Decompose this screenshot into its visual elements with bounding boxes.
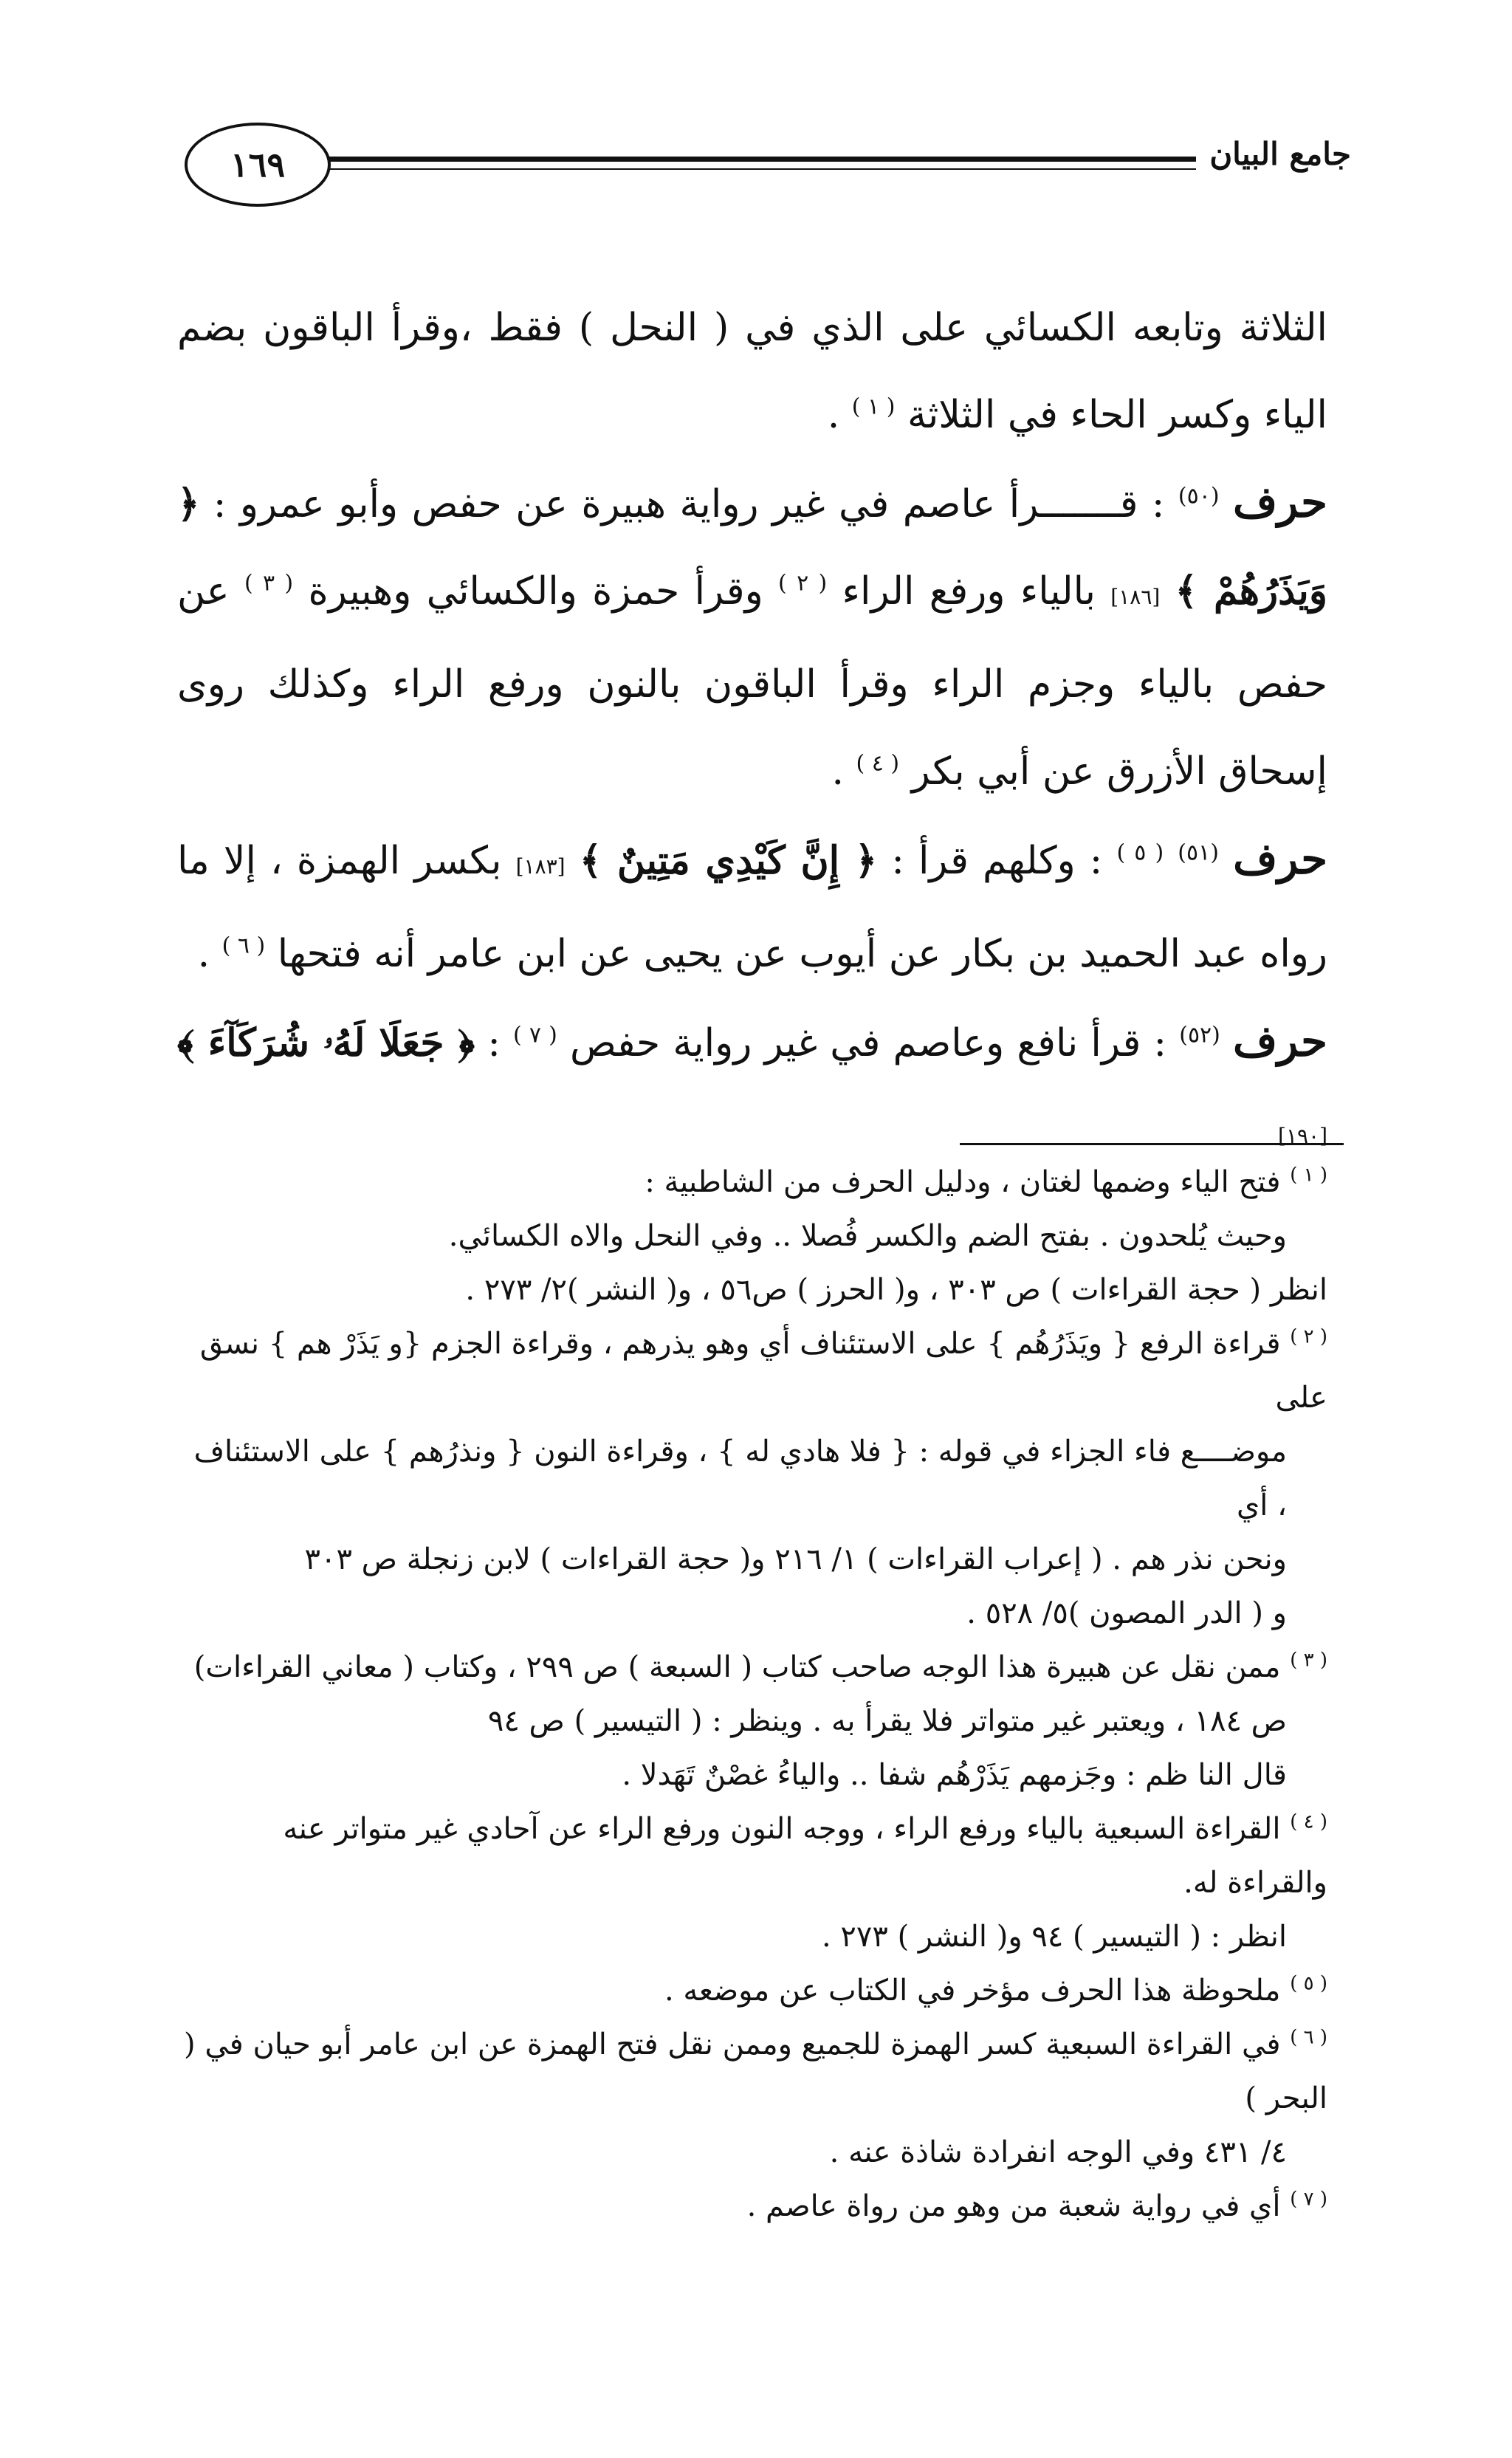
footnote-2 [177, 1317, 1327, 1425]
harf-number: (٥٢) [1179, 1022, 1220, 1048]
footnote-number: ( ٥ ) [1290, 1972, 1327, 1995]
harf-label: حرف [1233, 477, 1328, 527]
footnote-4 [177, 1802, 1327, 1910]
header-rule-thick [317, 157, 1240, 162]
footnote-2-line-2: موضــــع فاء الجزاء في قوله : { فلا هادي له } ، وقراءة النون { ونذرُهم } على الاستئناف ، أي [193, 1435, 1287, 1522]
harf-text: بالياء ورفع الراء [842, 569, 1096, 614]
page-header [140, 118, 1351, 207]
footnote-3 [177, 1641, 1327, 1695]
footnote-4-line-2: انظر : ( التيسير ) ٩٤ و( النشر ) ٢٧٣ . [821, 1920, 1287, 1954]
page-number: ١٦٩ [185, 123, 331, 207]
punctuation: . [197, 932, 210, 976]
footnote-text: قراءة الرفع { ويَذَرُهُم } على الاستئناف أي وهو يذرهم ، وقراءة الجزم {و يَذَرْ هم } نسق على [199, 1327, 1327, 1415]
harf-50 [177, 459, 1327, 815]
footnote-text: ممن نقل عن هبيرة هذا الوجه صاحب كتاب ( السبعة ) ص ٢٩٩ ، وكتاب ( معاني القراءات) [193, 1650, 1281, 1684]
paragraph-text: الثلاثة وتابعه الكسائي على الذي في ( النحل ) فقط ،وقرأ الباقون بضم الياء وكسر الحاء في الثلاثة [177, 306, 1327, 437]
harf-number: (٥٠) [1178, 483, 1220, 509]
footnote-number: ( ٧ ) [1290, 2188, 1327, 2211]
footnote-text: أي في رواية شعبة من وهو من رواة عاصم . [746, 2189, 1281, 2223]
footnote-number: ( ٦ ) [1290, 2026, 1327, 2049]
harf-text: وقرأ حمزة والكسائي وهبيرة [308, 569, 763, 614]
punctuation: . [831, 749, 844, 794]
footnote-6-line-2: ٤/ ٤٣١ وفي الوجه انفرادة شاذة عنه . [829, 2135, 1287, 2169]
footnote-text: ملحوظة هذا الحرف مؤخر في الكتاب عن موضعه . [664, 1974, 1281, 2008]
footnote-ref-7: ( ٧ ) [513, 1022, 557, 1048]
harf-text: بكسر الهمزة ، إلا ما رواه عبد الحميد بن بكار عن أيوب عن يحيى عن ابن عامر أنه فتحها [177, 839, 1327, 976]
footnote-3-line-3: قال النا ظم : وجَزمهم يَذَرْهُم شفا .. والياءُ غصْنٌ تَهَدلا . [622, 1758, 1287, 1792]
footnote-ref-6: ( ٦ ) [221, 933, 266, 959]
footnote-6 [177, 2018, 1327, 2126]
harf-text: عن حفص بالياء وجزم الراء وقرأ الباقون بالنون ورفع الراء وكذلك روى إسحاق الأزرق عن أبي بكر [177, 569, 1327, 794]
footnote-text: فتح الياء وضمها لغتان ، ودليل الحرف من الشاطبية : [645, 1165, 1281, 1199]
footnote-3-line-2: ص ١٨٤ ، ويعتبر غير متواتر فلا يقرأ به . وينظر : ( التيسير ) ص ٩٤ [487, 1704, 1287, 1738]
footnote-1-verse: وحيث يُلحدون . بفتح الضم والكسر فُصلا .. وفي النحل والاه الكسائي. [448, 1219, 1287, 1253]
footnote-number: ( ١ ) [1290, 1164, 1327, 1187]
header-rule-thin [317, 168, 1240, 170]
footnote-separator [960, 1143, 1344, 1145]
footnote-ref-2: ( ٢ ) [778, 570, 828, 597]
footnote-text: في القراءة السبعية كسر الهمزة للجميع وممن نقل فتح الهمزة عن ابن عامر أبو حيان في ( البحر ) [184, 2028, 1327, 2115]
footnote-2-line-3: ونحن نذر هم . ( إعراب القراءات ) ١/ ٢١٦ و( حجة القراءات ) لابن زنجلة ص ٣٠٣ [304, 1542, 1287, 1576]
quran-verse: ﴿ وَيَذَرُهُمْ ﴾ [177, 481, 1328, 614]
paragraph-1 [177, 284, 1327, 459]
harf-52 [177, 998, 1327, 1180]
harf-text: : [475, 1021, 501, 1065]
harf-text: : قرأ نافع وعاصم في غير رواية حفص [570, 1021, 1167, 1065]
harf-51 [177, 815, 1327, 998]
footnote-1 [177, 1156, 1327, 1209]
harf-number: (٥١) [1178, 840, 1219, 866]
footnote-number: ( ٤ ) [1290, 1810, 1327, 1833]
running-title: جامع البيان [1196, 136, 1351, 172]
harf-text: : وكلهم قرأ : [877, 839, 1103, 883]
footnotes [177, 1156, 1327, 2234]
footnote-ref-3: ( ٣ ) [244, 570, 294, 597]
quran-verse: ﴿ إِنَّ كَيْدِي مَتِينٌ ﴾ [579, 838, 878, 883]
quran-verse: ﴿ جَعَلَا لَهُۥ شُرَكَآءَ ﴾ [177, 1020, 475, 1065]
harf-label: حرف [1233, 834, 1328, 884]
verse-ref: [١٨٣] [515, 854, 566, 879]
verse-ref: [١٨٦] [1110, 585, 1161, 609]
footnote-5 [177, 1964, 1327, 2018]
harf-label: حرف [1233, 1016, 1328, 1066]
punctuation: . [827, 393, 840, 437]
footnote-number: ( ٢ ) [1290, 1325, 1327, 1348]
footnote-1-source: انظر ( حجة القراءات ) ص ٣٠٣ ، و( الحرز ) ص٥٦ ، و( النشر )٢/ ٢٧٣ . [465, 1273, 1327, 1307]
footnote-ref-1: ( ١ ) [851, 394, 896, 420]
footnote-text: القراءة السبعية بالياء ورفع الراء ، ووجه النون ورفع الراء عن آحادي غير متواتر عنه والقراءة له. [283, 1812, 1327, 1900]
footnote-number: ( ٣ ) [1290, 1649, 1327, 1672]
footnote-2-line-4: و ( الدر المصون )٥/ ٥٢٨ . [966, 1596, 1287, 1630]
footnote-ref-4: ( ٤ ) [856, 750, 900, 777]
main-text [177, 284, 1327, 1180]
harf-text: : قـــــــرأ عاصم في غير رواية هبيرة عن حفص وأبو عمرو : [199, 482, 1165, 526]
footnote-ref-5: ( ٥ ) [1116, 840, 1164, 866]
footnote-7 [177, 2180, 1327, 2234]
verse-ref: [١٩٠] [1278, 1124, 1327, 1148]
